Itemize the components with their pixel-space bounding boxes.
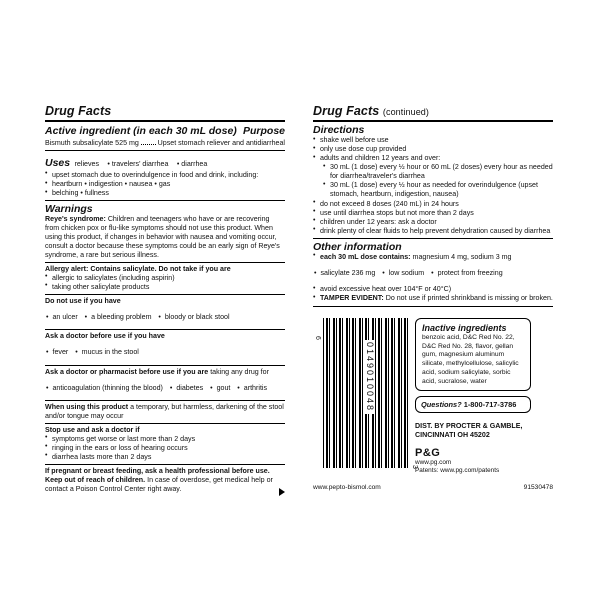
list-item: • shake well before use: [313, 136, 553, 145]
barcode-left-digit: 6: [314, 336, 321, 340]
list-item: • only use dose cup provided: [313, 145, 553, 154]
other-info-line-2: • salicylate 236 mg • low sodium • protect from freezing: [314, 269, 503, 278]
uses-inline-0: • travelers' diarrhea: [103, 159, 169, 168]
list-item: • diarrhea lasts more than 2 days: [45, 453, 285, 462]
active-ingredient-heading: Active ingredient (in each 30 mL dose): [45, 125, 237, 137]
stop-use-list: [45, 435, 285, 462]
panel-title-left: Drug Facts: [45, 104, 112, 118]
reyes-paragraph: [45, 215, 285, 260]
divider: [313, 306, 553, 307]
do-not-use-heading: Do not use if you have: [45, 296, 121, 305]
reyes-text: Children and teenagers who have or are recovering from chicken pox or flu-like symptoms should not use this product. When using this product, if changes in behavior with nausea and vomiting occur, consult a doctor because these symptoms could be an early sign of Reye's syndrome, a rare but serious illness.: [45, 215, 280, 259]
divider: [45, 120, 285, 122]
divider: [45, 365, 285, 366]
uses-heading: Uses: [45, 156, 71, 169]
directions-heading: Directions: [313, 124, 365, 136]
list-item: • belching • fullness: [45, 189, 285, 198]
ask-pharmacist-heading: Ask a doctor or pharmacist before use if you are taking any drug for: [45, 367, 269, 376]
divider: [45, 262, 285, 263]
panel-title-continued: (continued): [382, 107, 430, 117]
questions-phone[interactable]: 1-800-717-3786: [463, 400, 517, 410]
list-item: • use until diarrhea stops but not more than 2 days: [313, 209, 553, 218]
allergy-list: [45, 274, 285, 292]
inactive-ingredients-text: benzoic acid, D&C Red No. 22, D&C Red No. 28, flavor, gellan gum, magnesium aluminum silicate, methylcellulose, salicylic acid, sodium salicylate, sorbic acid, sucralose, water: [422, 334, 519, 385]
divider: [45, 423, 285, 424]
do-not-use-items: • an ulcer • a bleeding problem • bloody or black stool: [46, 312, 230, 321]
list-item: • upset stomach due to overindulgence in food and drink, including:: [45, 171, 285, 180]
ask-pharmacist-items: • anticoagulation (thinning the blood) • diabetes • gout • arthritis: [46, 383, 268, 392]
divider: [313, 238, 553, 239]
divider: [45, 464, 285, 465]
barcode-right-digit: 3: [411, 465, 418, 470]
list-item: • avoid excessive heat over 104°F or 40°C): [313, 285, 553, 294]
pregnancy-warning: If pregnant or breast feeding, ask a health professional before use.: [45, 467, 270, 476]
divider: [45, 400, 285, 401]
ask-doctor-heading: Ask a doctor before use if you have: [45, 332, 165, 341]
list-item: • do not exceed 8 doses (240 mL) in 24 hours: [313, 200, 553, 209]
inactive-ingredients-box: [415, 318, 531, 391]
directions-list: [313, 136, 553, 163]
directions-list-2: [313, 200, 553, 236]
list-item: • 30 mL (1 dose) every ½ hour as needed for overindulgence (upset stomach, heartburn, indigestion, nausea): [323, 181, 553, 199]
questions-box[interactable]: [415, 396, 531, 413]
drug-facts-panel-right: [313, 104, 553, 309]
list-item: • adults and children 12 years and over:: [313, 154, 553, 163]
when-using-paragraph: When using this product a temporary, but harmless, darkening of the stool and/or tongue may occur: [45, 402, 284, 420]
uses-inline-1: • diarrhea: [172, 159, 208, 168]
product-url[interactable]: www.pepto-bismol.com: [313, 484, 381, 491]
list-item: • TAMPER EVIDENT: Do not use if printed shrinkband is missing or broken.: [313, 294, 553, 303]
list-item: • each 30 mL dose contains: magnesium 4 mg, sodium 3 mg: [313, 253, 553, 262]
directions-sublist: [323, 163, 553, 199]
barcode-digits: 0149010048: [365, 342, 375, 413]
allergy-alert-heading: Allergy alert: Contains salicylate. Do not take if you are: [45, 264, 231, 273]
list-item: • allergic to salicylates (including aspirin): [45, 274, 285, 283]
divider: [313, 120, 553, 122]
active-ingredient-row: [45, 137, 285, 148]
uses-list: [45, 171, 285, 198]
active-ingredient-purpose: Upset stomach reliever and antidiarrheal: [157, 139, 285, 147]
dot-leader: [141, 137, 156, 145]
questions-label: Questions?: [421, 400, 462, 410]
pg-url[interactable]: www.pg.com: [415, 458, 452, 466]
other-information-list-3: [313, 285, 553, 303]
list-item: • children under 12 years: ask a doctor: [313, 218, 553, 227]
warnings-heading: Warnings: [45, 203, 93, 216]
barcode-block: [313, 318, 418, 475]
other-information-heading: Other information: [313, 240, 402, 253]
drug-facts-panel-left: [45, 104, 285, 496]
keep-out-of-reach: Keep out of reach of children. In case of overdose, get medical help or contact a Poison Control Center right away.: [45, 475, 273, 493]
stop-use-heading: Stop use and ask a doctor if: [45, 425, 140, 434]
divider: [45, 294, 285, 295]
uses-section: [45, 153, 285, 198]
list-item: • drink plenty of clear fluids to help prevent dehydration caused by diarrhea: [313, 227, 553, 236]
warnings-section: [45, 203, 285, 496]
ask-doctor-items: • fever • mucus in the stool: [46, 348, 139, 357]
panel-title-right: Drug Facts (continued): [313, 104, 430, 118]
brand-logo: P&G: [415, 446, 441, 459]
list-item: • ringing in the ears or loss of hearing occurs: [45, 444, 285, 453]
arrow-icon: [279, 488, 285, 496]
divider: [45, 200, 285, 201]
list-item: • taking other salicylate products: [45, 283, 285, 292]
active-ingredient-heading-row: [45, 124, 285, 137]
list-item: • 30 mL (1 dose) every ½ hour or 60 mL (2 doses) every hour as needed for diarrhea/traveler's diarrhea: [323, 163, 553, 181]
distributor-text: DIST. BY PROCTER & GAMBLE, CINCINNATI OH 45202: [415, 422, 523, 440]
divider: [45, 150, 285, 151]
other-information-list: [313, 253, 553, 262]
inactive-ingredients-heading: Inactive ingredients: [422, 323, 507, 333]
divider: [45, 329, 285, 330]
purpose-heading: Purpose: [242, 125, 285, 137]
right-column-lower: [415, 318, 553, 475]
uses-lead: relieves: [74, 159, 100, 168]
list-item: • symptoms get worse or last more than 2 days: [45, 435, 285, 444]
lot-code: 91530478: [523, 484, 553, 491]
reyes-heading: Reye's syndrome:: [45, 215, 106, 224]
footer: [313, 484, 553, 491]
list-item: • heartburn • indigestion • nausea • gas: [45, 180, 285, 189]
lower-right-section: [313, 318, 553, 475]
patents-url[interactable]: Patents: www.pg.com/patents: [415, 466, 500, 474]
active-ingredient-name: Bismuth subsalicylate 525 mg: [45, 139, 139, 147]
